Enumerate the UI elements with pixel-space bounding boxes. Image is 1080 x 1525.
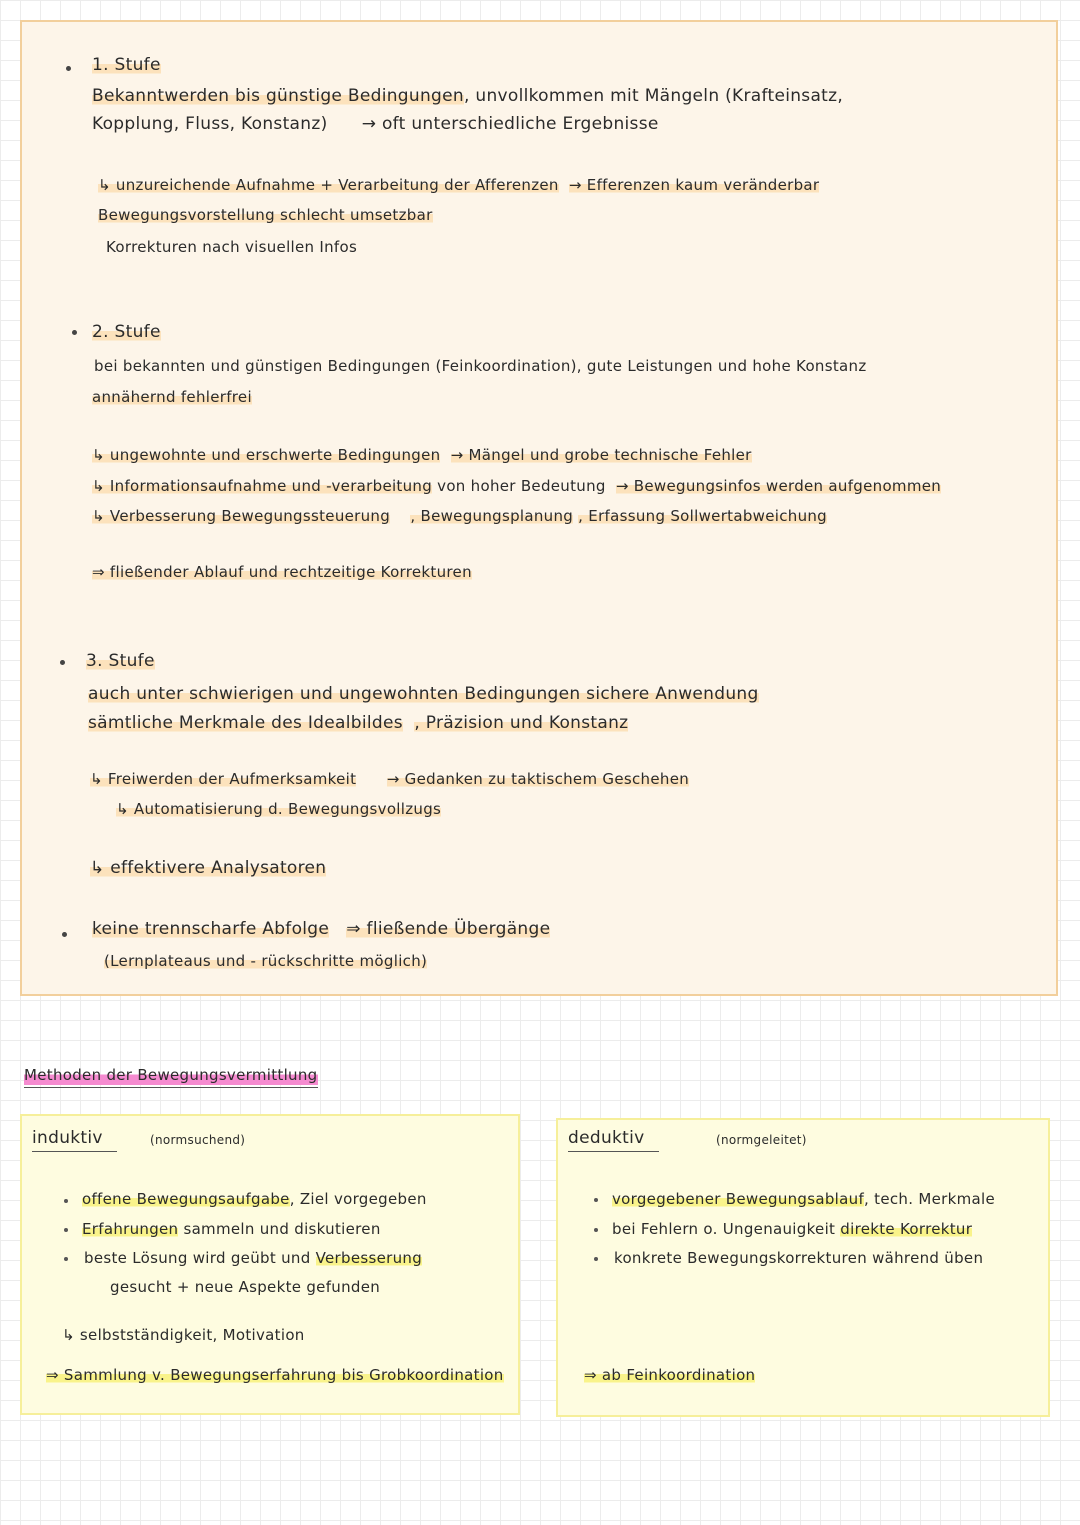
- stage-2-text-5: ↳ Verbesserung Bewegungssteuerung , Bewegungsplanung , Erfassung Sollwertabweichung: [92, 507, 828, 525]
- induktiv-bullet-2: [64, 1228, 68, 1232]
- deduktiv-subtitle: (normgeleitet): [716, 1133, 807, 1147]
- stage-1-text-3: ↳ unzureichende Aufnahme + Verarbeitung der Afferenzen → Efferenzen kaum veränderbar: [98, 176, 820, 194]
- stage-2-title: 2. Stufe: [92, 322, 161, 342]
- bullet-transitions: [62, 932, 67, 937]
- stage-2-text-3: ↳ ungewohnte und erschwerte Bedingungen → Mängel und grobe technische Fehler: [92, 446, 752, 464]
- methods-title: Methoden der Bewegungsvermittlung: [24, 1066, 318, 1084]
- deduktiv-note-1: ⇒ ab Feinkoordination: [584, 1366, 756, 1384]
- bullet-stage-3: [60, 660, 65, 665]
- stage-2-text-1: bei bekannten und günstigen Bedingungen (Feinkoordination), gute Leistungen und hohe Konstanz: [94, 357, 867, 375]
- stage-2-conclusion: ⇒ fließender Ablauf und rechtzeitige Korrekturen: [92, 563, 472, 581]
- stage-1-text-4: Bewegungsvorstellung schlecht umsetzbar: [98, 206, 433, 224]
- stage-1-text-1: Bekanntwerden bis günstige Bedingungen, unvollkommen mit Mängeln (Krafteinsatz,: [92, 86, 844, 106]
- stage-1-text-5: Korrekturen nach visuellen Infos: [106, 238, 358, 256]
- stage-1-text-2: Kopplung, Fluss, Konstanz) → oft unterschiedliche Ergebnisse: [92, 114, 659, 134]
- induktiv-item-2: Erfahrungen sammeln und diskutieren: [82, 1220, 381, 1238]
- stage-2-text-4: ↳ Informationsaufnahme und -verarbeitung von hoher Bedeutung → Bewegungsinfos werden aufgenommen: [92, 477, 942, 495]
- deduktiv-bullet-1: [594, 1198, 598, 1202]
- deduktiv-bullet-2: [594, 1228, 598, 1232]
- stage-3-text-3: ↳ Freiwerden der Aufmerksamkeit → Gedanken zu taktischem Geschehen: [90, 770, 690, 788]
- deduktiv-item-1: vorgegebener Bewegungsablauf, tech. Merkmale: [612, 1190, 995, 1208]
- induktiv-bullet-3: [64, 1257, 68, 1261]
- induktiv-note-2: ⇒ Sammlung v. Bewegungserfahrung bis Grobkoordination: [46, 1366, 504, 1384]
- induktiv-item-1: offene Bewegungsaufgabe, Ziel vorgegeben: [82, 1190, 427, 1208]
- transitions-text-1: keine trennscharfe Abfolge ⇒ fließende Übergänge: [92, 919, 551, 939]
- induktiv-bullet-1: [64, 1199, 68, 1203]
- bullet-stage-1: [66, 66, 71, 71]
- stage-3-text-1: auch unter schwierigen und ungewohnten Bedingungen sichere Anwendung: [88, 684, 759, 704]
- deduktiv-item-2: bei Fehlern o. Ungenauigkeit direkte Korrektur: [612, 1220, 973, 1238]
- induktiv-note-1: ↳ selbstständigkeit, Motivation: [62, 1326, 305, 1344]
- stage-3-title: 3. Stufe: [86, 651, 155, 671]
- bullet-stage-2: [72, 330, 77, 335]
- deduktiv-bullet-3: [594, 1257, 598, 1261]
- induktiv-title: induktiv: [32, 1128, 117, 1148]
- stage-3-text-5: ↳ effektivere Analysatoren: [90, 858, 327, 878]
- induktiv-item-3: beste Lösung wird geübt und Verbesserung: [84, 1249, 423, 1267]
- transitions-text-2: (Lernplateaus und - rückschritte möglich): [104, 952, 428, 970]
- induktiv-subtitle: (normsuchend): [150, 1133, 246, 1147]
- stage-1-title: 1. Stufe: [92, 55, 161, 75]
- deduktiv-title: deduktiv: [568, 1128, 659, 1148]
- induktiv-item-3-cont: gesucht + neue Aspekte gefunden: [110, 1278, 381, 1296]
- stage-3-text-2: sämtliche Merkmale des Idealbildes , Präzision und Konstanz: [88, 713, 629, 733]
- stage-3-text-4: ↳ Automatisierung d. Bewegungsvollzugs: [116, 800, 442, 818]
- stage-2-text-2: annähernd fehlerfrei: [92, 388, 252, 406]
- deduktiv-item-3: konkrete Bewegungskorrekturen während üben: [614, 1249, 984, 1267]
